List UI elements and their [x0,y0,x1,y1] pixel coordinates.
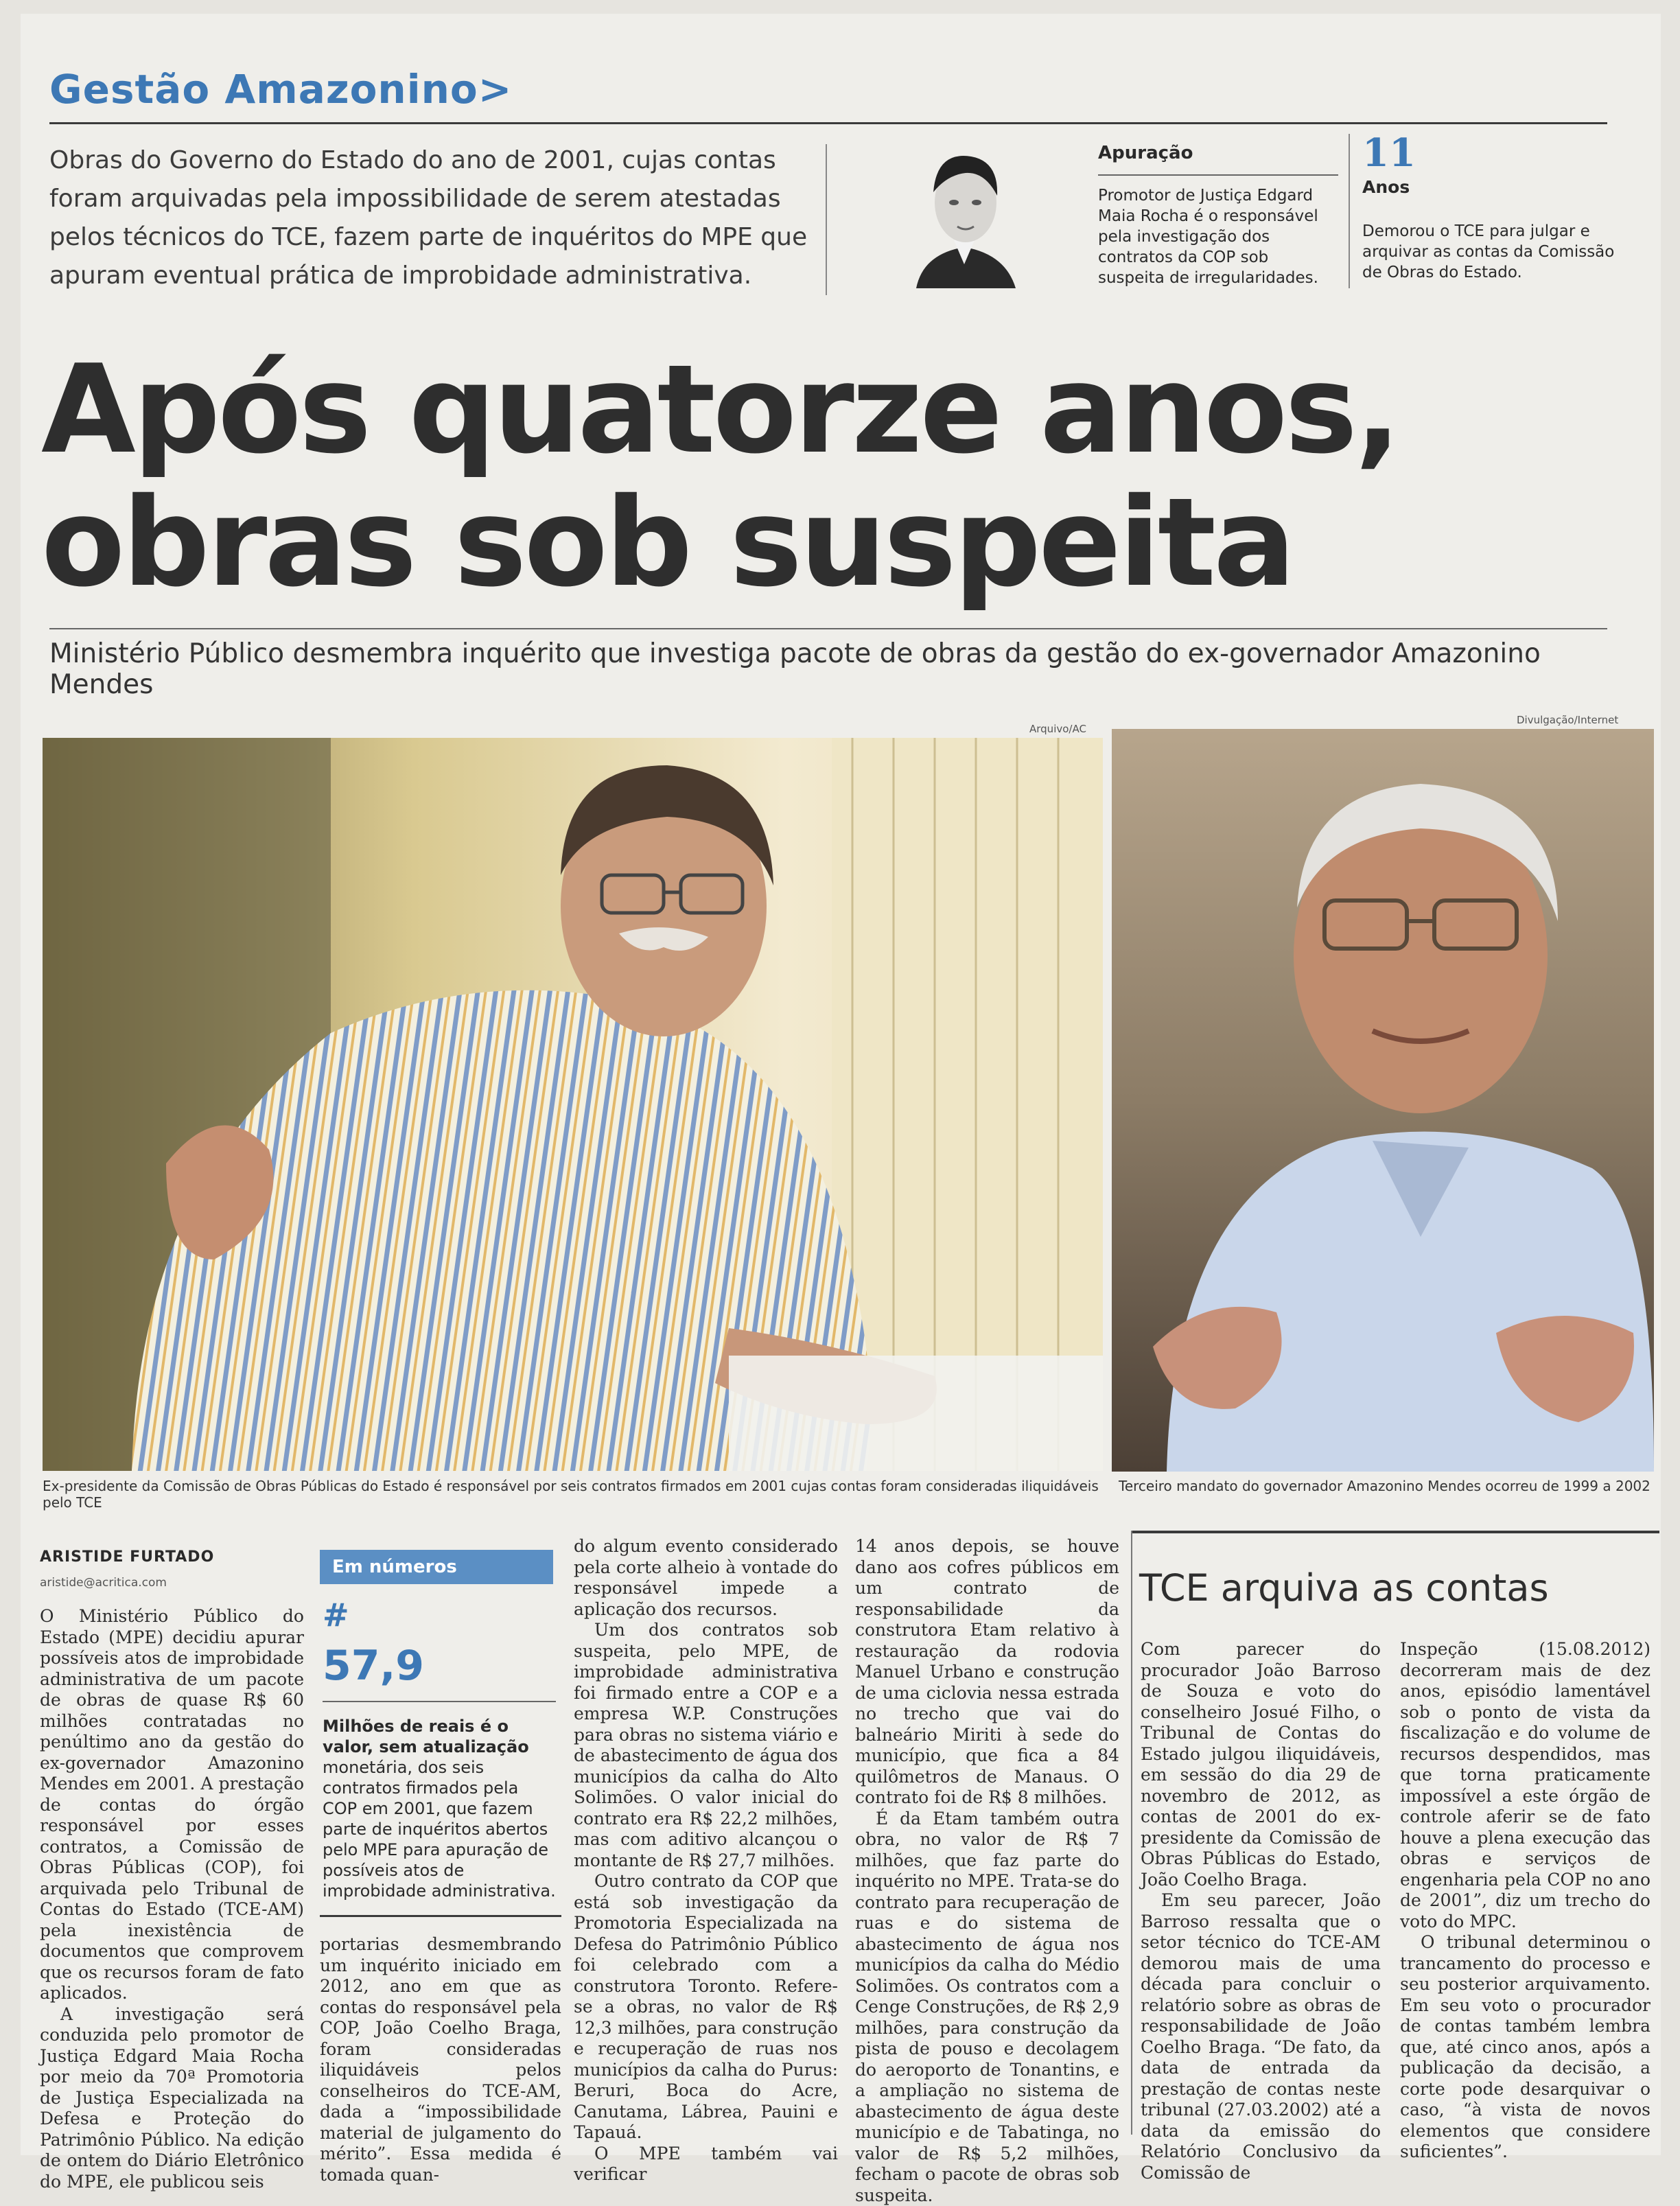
subhead: Ministério Público desmembra inquérito que investiga pacote de obras da gestão do ex-governador Amazonino Mendes [49,638,1628,700]
years-number: 11 [1362,130,1416,176]
col3-para-2: Um dos contratos sob suspeita, pelo MPE, de improbidade administrativa foi firmado entre a COP e a empresa W.P. Construções para obras no sistema viário e de abastecimento de água dos municípios da calha do Alto Solimões. O valor inicial do contrato era R$ 22,2 milhões, mas com aditivo alcançou o montante de R$ 27,7 milhões. [574,1620,838,1871]
article-column-6 [1400,1639,1650,2163]
article-column-1 [40,1606,304,2192]
col6-para-2: O tribunal determinou o trancamento do processo e seu posterior arquivamento. Em seu voto o procurador de contas também lembra que, até cinco anos, após a publicação da decisão, a corte pode desarquivar o caso, “à vista de novos elementos que considere suficientes”. [1400,1932,1650,2163]
headline-line-1: Após quatorze anos, [41,343,1640,476]
apuracao-rule [1098,174,1338,176]
photo-credit-right: Divulgação/Internet [1517,714,1618,726]
col2-para-1: portarias desmembrando um inquérito iniciado em 2012, ano em que as contas do responsável pela COP, João Coelho Braga, foram consideradas iliquidáveis pelos conselheiros do TCE-AM, dada a “impossibilidade material de julgamento do mérito”. Essa medida é tomada quan- [320,1934,561,2185]
col4-para-1: 14 anos depois, se houve dano aos cofres públicos em um contrato de responsabilidade da construtora Etam relativo à restauração da rodovia Manuel Urbano e construção de uma ciclovia nessa estrada no trecho que vai do balneário Miriti à sede do município, que fica a 84 quilômetros de Manaus. O contrato foi de R$ 8 milhões. [855,1536,1119,1809]
article-column-2 [320,1934,561,2185]
apuracao-title: Apuração [1098,143,1193,163]
col5-para-1: Com parecer do procurador João Barroso de Souza e voto do conselheiro Josué Filho, o Tribunal de Contas do Estado julgou iliquidáveis, em sessão do dia 29 de novembro de 2012, as contas de 2001 do ex-presidente da Comissão de Obras Públicas do Estado, João Coelho Braga. [1141,1639,1381,1890]
col4-para-2: É da Etam também outra obra, no valor de R$ 7 milhões, que faz parte do inquérito no MPE. Trata-se do contrato para recuperação de ruas e do sistema de abastecimento de água nos municípios da calha do Médio Solimões. Os contratos com a Cenge Construções, de R$ 2,9 milhões, para construção da pista de pouso e decolagem do aeroporto de Tonantins, e a ampliação no sistema de abastecimento de água deste município e de Tabatinga, no valor de R$ 5,2 milhões, fecham o pacote de obras sob suspeita. [855,1809,1119,2206]
byline-email[interactable]: aristide@acritica.com [40,1576,167,1590]
article-column-4 [855,1536,1119,2206]
years-divider [1349,134,1350,288]
prosecutor-portrait [902,137,1026,288]
tce-box-left-border [1131,1531,1132,2135]
numbers-box-hash: # [323,1597,349,1634]
apuracao-text: Promotor de Justiça Edgard Maia Rocha é o responsável pela investigação dos contratos da COP sob suspeita de irregularidades. [1098,185,1325,288]
headline [41,343,1640,609]
years-unit: Anos [1362,177,1410,197]
col3-para-1: do algum evento considerado pela corte alheio à vontade do responsável impede a aplicação dos recursos. [574,1536,838,1620]
years-text: Demorou o TCE para julgar e arquivar as contas da Comissão de Obras do Estado. [1362,221,1616,283]
numbers-box-bottom-rule [320,1915,561,1917]
subhead-rule [49,628,1607,629]
numbers-box-text [323,1716,556,1901]
lead-divider [826,144,827,295]
numbers-box-text-bold: Milhões de reais é o valor, sem atualização [323,1717,529,1756]
section-rule [49,122,1607,124]
tce-box-border [1131,1531,1659,1533]
col6-para-1: Inspeção (15.08.2012) decorreram mais de dez anos, episódio lamentável sob o ponto de vista da fiscalização e do volume de recursos despendidos, mas que torna praticamente impossível a este órgão de controle aferir se de fato houve a plena execução das obras e serviços de engenharia pela COP no ano de 2001”, diz um trecho do voto do MPC. [1400,1639,1650,1932]
lead-text: Obras do Governo do Estado do ano de 2001, cujas contas foram arquivadas pela impossibilidade de serem atestadas pelos técnicos do TCE, fazem parte de inquéritos do MPE que apuram eventual prática de improbidade administrativa. [49,141,811,295]
numbers-box-label: Em números [320,1550,553,1584]
col1-para-2: A investigação será conduzida pelo promotor de Justiça Edgard Maia Rocha por meio da 70ª Promotoria de Justiça Especializada na Defesa e Proteção do Patrimônio Público. Na edição de ontem do Diário Eletrônico do MPE, ele publicou seis [40,2004,304,2193]
byline-name: ARISTIDE FURTADO [40,1548,214,1566]
col3-para-3: Outro contrato da COP que está sob investigação da Promotoria Especializada na Defesa do Patrimônio Público foi celebrado com a construtora Toronto. Refere-se a obras, no valor de R$ 12,3 milhões, para construção e recuperação de ruas nos municípios da calha do Purus: Beruri, Boca do Acre, Canutama, Lábrea, Pauini e Tapauá. [574,1871,838,2144]
headline-line-2: obras sob suspeita [41,476,1640,609]
article-column-3 [574,1536,838,2185]
photo-ex-president [43,738,1103,1471]
numbers-box-text-rest: monetária, dos seis contratos firmados pela COP em 2001, que fazem parte de inquéritos abertos pelo MPE para apuração de possíveis atos de improbidade administrativa. [323,1758,556,1901]
col5-para-2: Em seu parecer, João Barroso ressalta que o setor técnico do TCE-AM demorou mais de uma década para concluir o relatório sobre as obras de responsabilidade de João Coelho Braga. “De fato, da data de entrada da prestação de contas neste tribunal (27.03.2002) até a data da emissão do Relatório Conclusivo da Comissão de [1141,1890,1381,2183]
col1-para-1: O Ministério Público do Estado (MPE) decidiu apurar possíveis atos de improbidade administrativa de um pacote de obras de quase R$ 60 milhões contratadas no penúltimo ano da gestão do ex-governador Amazonino Mendes em 2001. A prestação de contas do órgão responsável por esses contratos, a Comissão de Obras Públicas (COP), foi arquivada pelo Tribunal de Contas do Estado (TCE-AM) pela inexistência de documentos que comprovem que os recursos foram de fato aplicados. [40,1606,304,2004]
numbers-box-rule [323,1701,556,1702]
col3-para-4: O MPE também vai verificar [574,2144,838,2185]
numbers-box-value: 57,9 [323,1642,424,1690]
section-title: Gestão Amazonino> [49,66,512,113]
tce-box-title: TCE arquiva as contas [1139,1566,1549,1610]
caption-right: Terceiro mandato do governador Amazonino Mendes ocorreu de 1999 a 2002 [1119,1478,1654,1494]
photo-amazonino [1112,729,1654,1472]
caption-left: Ex-presidente da Comissão de Obras Públicas do Estado é responsável por seis contratos firmados em 2001 cujas contas foram consideradas iliquidáveis pelo TCE [43,1478,1103,1511]
article-column-5 [1141,1639,1381,2183]
photo-credit-left: Arquivo/AC [1029,723,1086,735]
